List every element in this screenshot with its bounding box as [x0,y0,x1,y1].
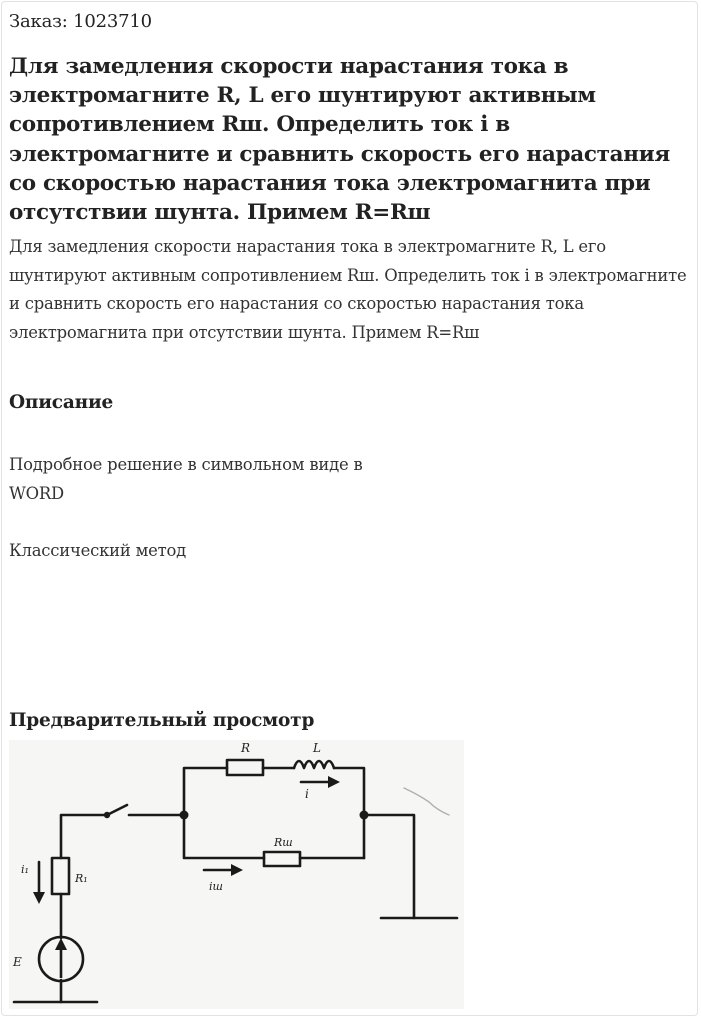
preview-heading: Предварительный просмотр [9,710,315,731]
emf-arrowhead [55,938,67,950]
label-r: R [241,741,251,755]
node-left [180,811,189,820]
wire-left-top [61,815,107,858]
label-l: L [313,741,321,755]
label-i: i [305,787,309,801]
description-line-1: Подробное решение в символьном виде в WORD [9,455,363,503]
switch-contact [104,812,110,818]
problem-description: Для замедления скорости нарастания тока в электромагните R, L его шунтируют активным сопротивлением Rш. Определить ток i в электромагните и сравнить скорость его нарастания со скоростью нарастания тока электромагнита при отсутствии шунта. Примем R=Rш [9,237,687,342]
background-stroke [404,788,449,815]
arrowhead-i [328,776,340,788]
wire-right [364,815,414,918]
switch [107,805,127,815]
resistor-r1 [52,858,69,894]
page-title: Для замедления скорости нарастания тока в электромагните R, L его шунтируют активным сопротивлением Rш. Определить ток i в электромагните и сравнить скорость его нарастания со скоростью нарастания тока электромагнита при отсутствии шунта. Примем R=Rш [9,54,670,226]
resistor-r [227,760,263,775]
description-heading: Описание [9,392,114,413]
label-e: E [13,955,22,969]
wire-top-branch [184,768,227,815]
wire-shunt-left [184,815,264,858]
description-line-2: Классический метод [9,541,187,560]
order-number: Заказ: 1023710 [9,11,152,32]
preview-image [9,740,464,1009]
label-ish: iш [209,880,223,893]
circuit-diagram [9,740,464,1009]
label-rsh: Rш [274,836,293,849]
label-i1: i₁ [21,863,29,876]
arrowhead-i1 [33,892,45,904]
inductor-l [294,761,334,768]
arrowhead-ish [231,864,243,876]
label-r1: R₁ [75,872,88,885]
node-right [360,811,369,820]
resistor-rsh [264,852,300,866]
